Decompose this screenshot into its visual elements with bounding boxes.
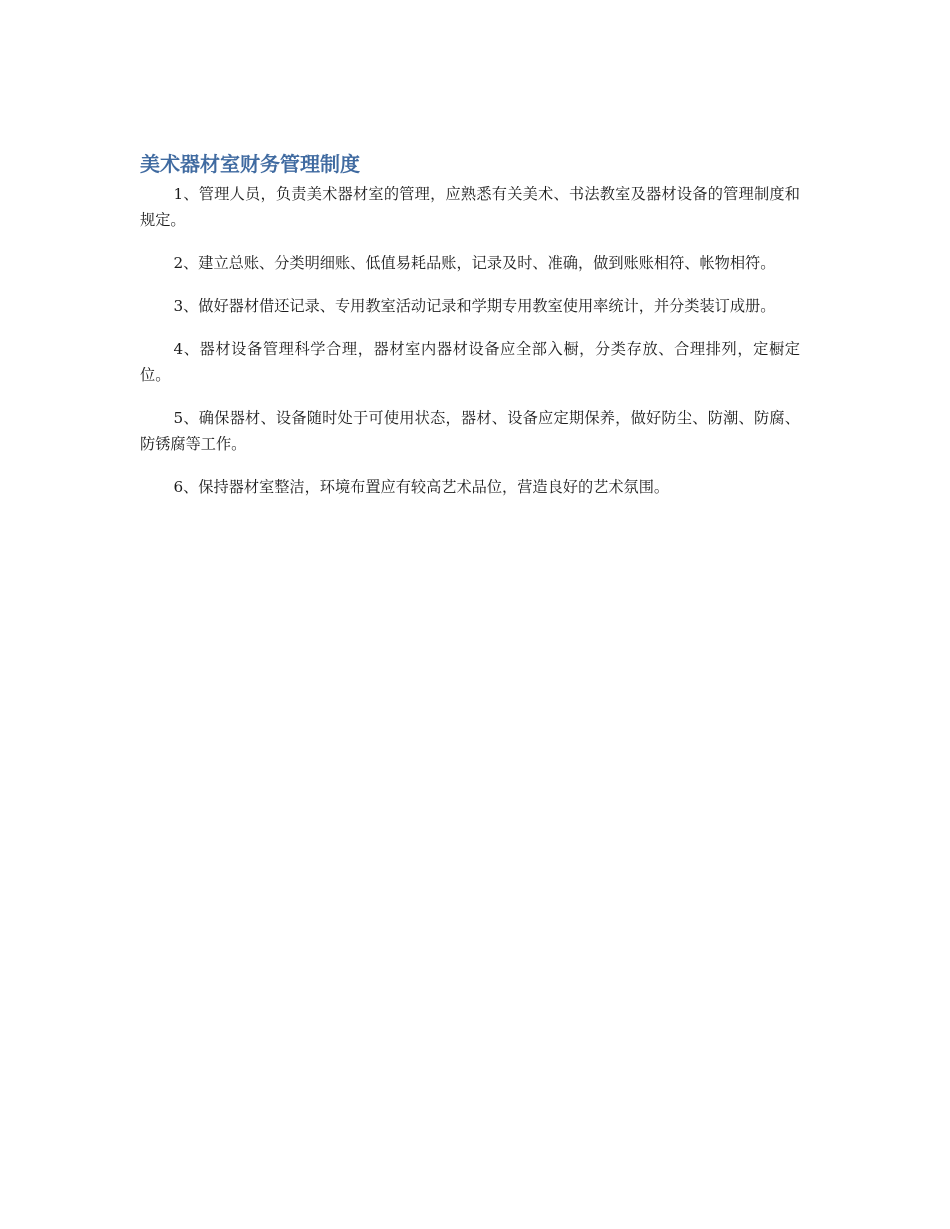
paragraph-1: 1、管理人员，负责美术器材室的管理，应熟悉有关美术、书法教室及器材设备的管理制度和规定。	[140, 185, 800, 229]
paragraph-2: 2、建立总账、分类明细账、低值易耗品账，记录及时、准确，做到账账相符、帐物相符。	[173, 254, 776, 272]
paragraph-5: 5、确保器材、设备随时处于可使用状态，器材、设备应定期保养，做好防尘、防潮、防腐、防锈腐等工作。	[140, 409, 800, 453]
paragraph-6: 6、保持器材室整洁，环境布置应有较高艺术品位，营造良好的艺术氛围。	[173, 478, 670, 496]
document-body	[140, 150, 800, 517]
paragraph-3: 3、做好器材借还记录、专用教室活动记录和学期专用教室使用率统计，并分类装订成册。	[173, 297, 776, 315]
paragraph-4: 4、器材设备管理科学合理，器材室内器材设备应全部入橱，分类存放、合理排列，定橱定位。	[140, 340, 800, 384]
document-title: 美术器材室财务管理制度	[140, 152, 360, 176]
